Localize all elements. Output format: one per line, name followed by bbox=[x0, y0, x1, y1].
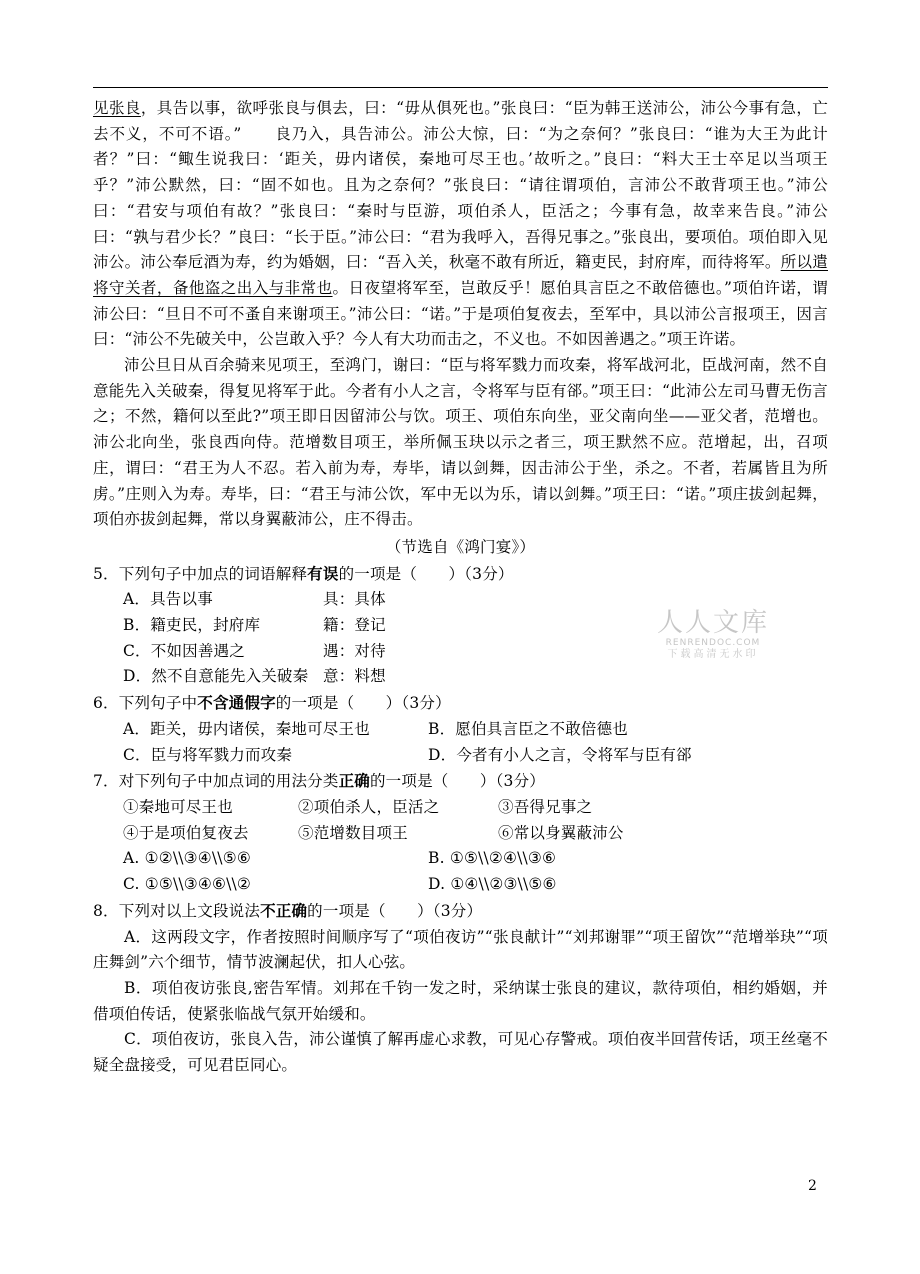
option-row: C．不如因善遇之 遇：对待 bbox=[123, 641, 386, 660]
passage-paragraph-1: 见张良，具告以事，欲呼张良与俱去，曰：“毋从俱死也。”张良曰：“臣为韩王送沛公，沛公今事有急，亡去不义，不可不语。” 良乃入，具告沛公。沛公大惊，曰：“为之奈何？”张良曰：“谁为大王为此计者？”曰：“鲰生说我曰：‘距关，毋内诸侯，秦地可尽王也。’故听之。”良曰：“料大王士卒足以当项王乎？”沛公默然，曰：“固不如也。且为之奈何？”张良曰：“请往谓项伯，言沛公不敢背项王也。”沛公曰：“君安与项伯有故？”张良曰：“秦时与臣游，项伯杀人，臣活之；今事有急，故幸来告良。”沛公曰：“孰与君少长？”良曰：“长于臣。”沛公曰：“君为我呼入，吾得兄事之。”张良出，要项伯。项伯即入见沛公。沛公奉卮酒为寿，约为婚姻，曰：“吾入关，秋毫不敢有所近，籍吏民，封府库，而待将军。所以遣将守关者，备他盗之出入与非常也。日夜望将军至，岂敢反乎！愿伯具言臣之不敢倍德也。”项伯许诺，谓沛公曰：“旦日不可不蚤自来谢项王。”沛公曰：“诺。”于是项伯复夜去，至军中，具以沛公言报项王，因言曰：“沛公不先破关中，公岂敢入乎？今人有大功而击之，不义也。不如因善遇之。”项王许诺。 bbox=[93, 99, 828, 349]
question-6: 6．下列句子中不含通假字的一项是（ ）（3分） bbox=[93, 693, 451, 713]
document-body bbox=[93, 96, 828, 1079]
option-row: A．距关，毋内诸侯，秦地可尽王也 B．愿伯具言臣之不敢倍德也 bbox=[123, 719, 628, 738]
watermark-logo: 人人文库 RENRENDOC.COM 下载高清无水印 bbox=[656, 608, 769, 660]
header-rule bbox=[93, 87, 828, 88]
question-8: 8．下列对以上文段说法不正确的一项是（ ）（3分） bbox=[93, 900, 483, 920]
question-7: 7．对下列句子中加点词的用法分类正确的一项是（ ）（3分） bbox=[93, 771, 545, 791]
option-row: C. ①⑤\\③④⑥\\② D. ①④\\②③\\⑤⑥ bbox=[123, 875, 557, 894]
page-number: 2 bbox=[808, 1178, 817, 1194]
option-text: A．这两段文字，作者按照时间顺序写了“项伯夜访”“张良献计”“刘邦谢罪”“项王留饮”“范增举玦”“项庄舞剑”六个细节，情节波澜起伏，扣人心弦。 bbox=[93, 927, 828, 972]
item-row: ④于是项伯复夜去 ⑤范增数目项王 ⑥常以身翼蔽沛公 bbox=[123, 823, 624, 842]
option-text: C．项伯夜访，张良入告，沛公谨慎了解再虚心求教，可见心存警戒。项伯夜半回营传话，项王丝毫不疑全盘接受，可见君臣同心。 bbox=[93, 1030, 828, 1075]
underlined-sentence: 所以遣将守关者，备他盗之出入与非常也 bbox=[93, 253, 828, 297]
option-row: C．臣与将军戮力而攻秦 D．今者有小人之言，令将军与臣有郤 bbox=[123, 745, 692, 764]
option-row: A．具告以事 具：具体 bbox=[123, 590, 386, 609]
question-5: 5．下列句子中加点的词语解释有误的一项是（ ）（3分） bbox=[93, 563, 514, 583]
option-text: B．项伯夜访张良,密告军情。刘邦在千钧一发之时，采纳谋士张良的建议，款待项伯，相约婚姻，并借项伯传话，使紧张临战气氛开始缓和。 bbox=[93, 978, 828, 1023]
option-row: B．籍吏民，封府库 籍：登记 bbox=[123, 616, 386, 635]
passage-paragraph-2: 沛公旦日从百余骑来见项王，至鸿门，谢曰：“臣与将军戮力而攻秦，将军战河北，臣战河南，然不自意能先入关破秦，得复见将军于此。今者有小人之言，令将军与臣有郤。”项王曰：“此沛公左司马曹无伤言之；不然，籍何以至此?”项王即日因留沛公与饮。项王、项伯东向坐，亚父南向坐——亚父者，范增也。沛公北向坐，张良西向侍。范增数目项王，举所佩玉玦以示之者三，项王默然不应。范增起，出，召项庄，谓曰：“君王为人不忍。若入前为寿，寿毕，请以剑舞，因击沛公于坐，杀之。不者，若属皆且为所虏。”庄则入为寿。寿毕，曰：“君王与沛公饮，军中无以为乐，请以剑舞。”项王曰：“诺。”项庄拔剑起舞，项伯亦拔剑起舞，常以身翼蔽沛公，庄不得击。 bbox=[93, 356, 828, 529]
item-row: ①秦地可尽王也 ②项伯杀人，臣活之 ③吾得兄事之 bbox=[123, 797, 593, 816]
underlined-phrase: 见张良 bbox=[93, 99, 141, 117]
option-row: D．然不自意能先入关破秦 意：料想 bbox=[123, 667, 386, 686]
passage-source: （节选自《鸿门宴》） bbox=[385, 537, 536, 556]
option-row: A. ①②\\③④\\⑤⑥ B. ①⑤\\②④\\③⑥ bbox=[123, 849, 557, 868]
question-7-items bbox=[93, 795, 828, 846]
